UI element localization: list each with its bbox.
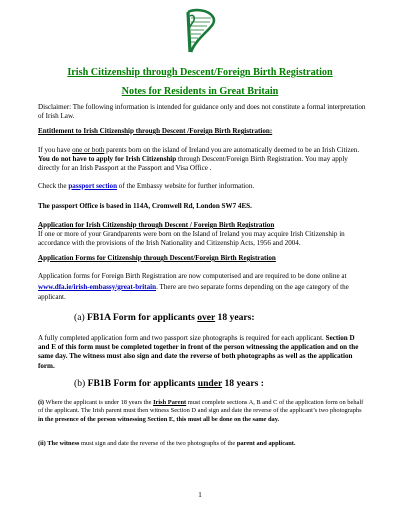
text: (a)	[74, 312, 88, 323]
text-bold: in the presence of the person witnessing Section E, this must all be done on the same day.	[38, 415, 280, 423]
text-bold-underlined: over	[197, 312, 216, 323]
entitlement-paragraph	[38, 146, 366, 174]
text-bold: 18 years :	[222, 378, 264, 389]
forms-paragraph	[38, 271, 366, 303]
text: must complete sections A, B and C of the application form on behalf of the applicant. The Irish parent must then witness Section D and sign and date the reverse of the applicant’s two photographs	[38, 399, 364, 415]
document-subtitle: Notes for Residents in Great Britain	[121, 86, 279, 97]
dfa-website-link[interactable]: www.dfa.ie/irish-embassy/great-britain	[38, 282, 157, 291]
entitlement-heading: Entitlement to Irish Citizenship through Descent /Foreign Birth Registration:	[38, 127, 273, 135]
check-passport-paragraph	[38, 182, 366, 191]
text-bold: FB1B Form for applicants	[87, 378, 198, 389]
text-bold-underlined: Irish Parent	[153, 399, 187, 406]
text-bold: Section D and E of this form must be completed together in front of the person witnessing the application and on the same day. The witness must also sign and date the reverse of both photographs as well as the application form.	[38, 334, 359, 370]
text: of the Embassy website for further information.	[117, 182, 255, 190]
passport-office-address: The passport Office is based in 114A, Cromwell Rd, London SW7 4ES.	[38, 202, 252, 210]
document-title: Irish Citizenship through Descent/Foreign Birth Registration	[67, 67, 333, 78]
harp-icon	[182, 8, 218, 54]
page-number: 1	[198, 490, 202, 499]
text: . There are two separate forms depending on the age category of the applicant.	[38, 282, 349, 301]
text: through Descent/Foreign Birth Registration. You may apply directly for an Irish Passport at the Passport and Visa Office .	[38, 155, 348, 173]
text: parents born on the island of Ireland you are automatically deemed to be an Irish Citizen.	[104, 146, 360, 154]
text-bold: FB1A Form for applicants	[87, 312, 198, 323]
text: Check the	[38, 182, 69, 190]
application-paragraph: If one or more of your Grandparents were born on the Island of Ireland you may acquire Irish Citizenship in accordance with the provisions of the Irish Nationality and Citizenship Acts, 1956 and 2004.	[38, 230, 345, 248]
fb1a-paragraph	[38, 334, 366, 371]
passport-section-link[interactable]: passport section	[68, 182, 118, 190]
disclaimer: Disclaimer: The following information is intended for guidance only and does not constitute a formal interpretation of Irish Law.	[38, 103, 366, 121]
text-bold: You do not have to apply for Irish Citizenship	[38, 155, 177, 164]
text-bold: (ii) The witness	[38, 440, 80, 447]
fb1b-point-ii	[38, 440, 366, 448]
text-bold: parent and applicant.	[236, 440, 296, 447]
text: A fully completed application form and two passport size photographs is required for each applicant.	[38, 334, 324, 342]
text: Where the applicant is under 18 years the	[44, 399, 154, 406]
fb1b-point-i	[38, 399, 366, 424]
application-heading: Application for Irish Citizenship through Descent / Foreign Birth Registration	[38, 221, 275, 229]
text-bold: (i)	[38, 399, 45, 406]
text-underlined: one or both	[72, 146, 105, 154]
text-bold-underlined: under	[197, 378, 223, 389]
text: Application forms for Foreign Birth Registration are now computerised and are required to be done online at	[38, 272, 347, 280]
text: must sign and date the reverse of the two photographs of the	[79, 440, 237, 447]
fb1a-heading	[74, 312, 255, 324]
fb1b-heading	[74, 378, 264, 390]
forms-heading: Application Forms for Citizenship through Descent/Foreign Birth Registration	[38, 254, 276, 262]
text-bold: 18 years:	[215, 312, 255, 323]
text: If you have	[38, 146, 73, 154]
text: (b)	[74, 378, 88, 389]
